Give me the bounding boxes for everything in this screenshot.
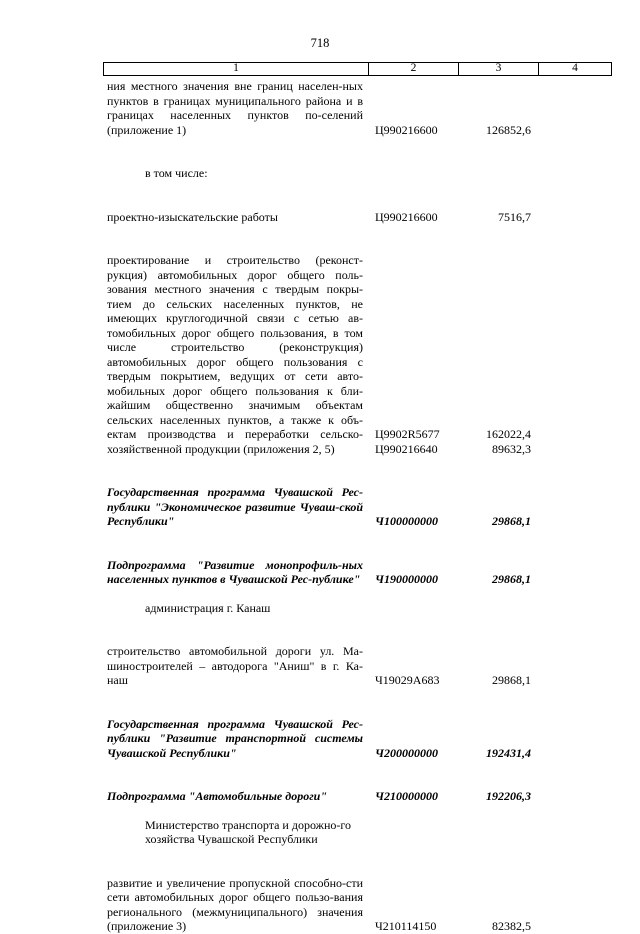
table-row	[107, 166, 612, 181]
row-description: проектирование и строительство (реконст-рукция) автомобильных дорог общего поль-зования местного значения с твердым покры-тием до сельских населенных пунктов, не имеющих круглогодичной связи с сетью ав-томобильных дорог общего пользования, в том числе строительство (реконструкция) автомобильных дорог общего пользования с твердым покрытием, ведущих от сети авто-мобильных дорог общего пользования к бли-жайшим общественно значимым объектам сельских населенных пунктов, а также к объ-ектам производства и переработки сельско-хозяйственной продукции (приложения 2, 5)	[107, 253, 363, 456]
row-description: Подпрограмма "Автомобильные дороги"	[107, 789, 327, 803]
row-code: Ц9902R5677	[375, 427, 440, 441]
row-description: администрация г. Канаш	[145, 600, 271, 615]
table-row	[107, 717, 612, 761]
row-value: 126852,6	[486, 122, 531, 137]
header-col-2: 2	[369, 63, 459, 75]
table-row	[107, 79, 612, 137]
row-values	[462, 427, 531, 456]
table-row	[107, 485, 612, 529]
row-description: Государственная программа Чувашской Рес-публики "Экономическое развитие Чуваш-ской Республики"	[107, 485, 363, 528]
row-value: 7516,7	[498, 209, 531, 224]
row-value: 29868,1	[492, 673, 531, 687]
row-codes	[363, 427, 462, 456]
row-code: Ч19029А683	[375, 673, 440, 687]
row-description: ния местного значения вне границ населен-ных пунктов в границах муниципального района и в границах населенных пунктов по-селений (приложение 1)	[107, 79, 363, 137]
row-description: развитие и увеличение пропускной способно-сти сети автомобильных дорог общего пользо-вания регионального (межмуниципального) значения (приложение 3)	[107, 875, 363, 933]
row-value: 29868,1	[492, 514, 531, 528]
table-row	[107, 789, 612, 804]
row-description: Министерство транспорта и дорожно-го хозяйства Чувашской Республики	[145, 817, 351, 846]
header-col-4: 4	[572, 62, 578, 75]
row-value-2: 89632,3	[492, 441, 531, 456]
page-number: 718	[310, 36, 330, 50]
table-row	[107, 558, 612, 587]
row-description: строительство автомобильной дороги ул. Ма-шиностроителей – автодорога "Аниш" в г. Ка-наш	[107, 644, 363, 687]
row-value: 82382,5	[492, 919, 531, 933]
row-code: Ч100000000	[375, 514, 438, 528]
row-code: Ц990216600	[375, 209, 438, 224]
row-code: Ч200000000	[375, 745, 438, 760]
table-header	[103, 62, 612, 76]
row-value: 29868,1	[492, 572, 531, 586]
row-description: Подпрограмма "Развитие монопрофиль-ных населенных пунктов в Чувашской Рес-публике"	[107, 557, 363, 586]
row-code: Ч210114150	[375, 919, 437, 933]
row-value: 192206,3	[486, 789, 531, 803]
row-code: Ч210000000	[375, 789, 438, 803]
table-row	[107, 253, 612, 456]
table-row	[107, 601, 612, 616]
header-col-1: 1	[104, 63, 369, 75]
row-code: Ч190000000	[375, 572, 438, 586]
row-code: Ц990216600	[375, 122, 438, 137]
table-body	[107, 79, 612, 934]
row-description: в том числе:	[145, 166, 208, 180]
row-value: 162022,4	[486, 427, 531, 441]
row-description: проектно-изыскательские работы	[107, 209, 278, 224]
table-row	[107, 210, 612, 225]
row-description: Государственная программа Чувашской Рес-публики "Развитие транспортной системы Чувашской Республики"	[107, 716, 363, 760]
table-row	[107, 644, 612, 688]
table-row	[107, 818, 612, 847]
row-value: 192431,4	[486, 745, 531, 760]
row-code-2: Ц990216640	[375, 441, 438, 456]
header-col-3: 3	[459, 63, 539, 75]
